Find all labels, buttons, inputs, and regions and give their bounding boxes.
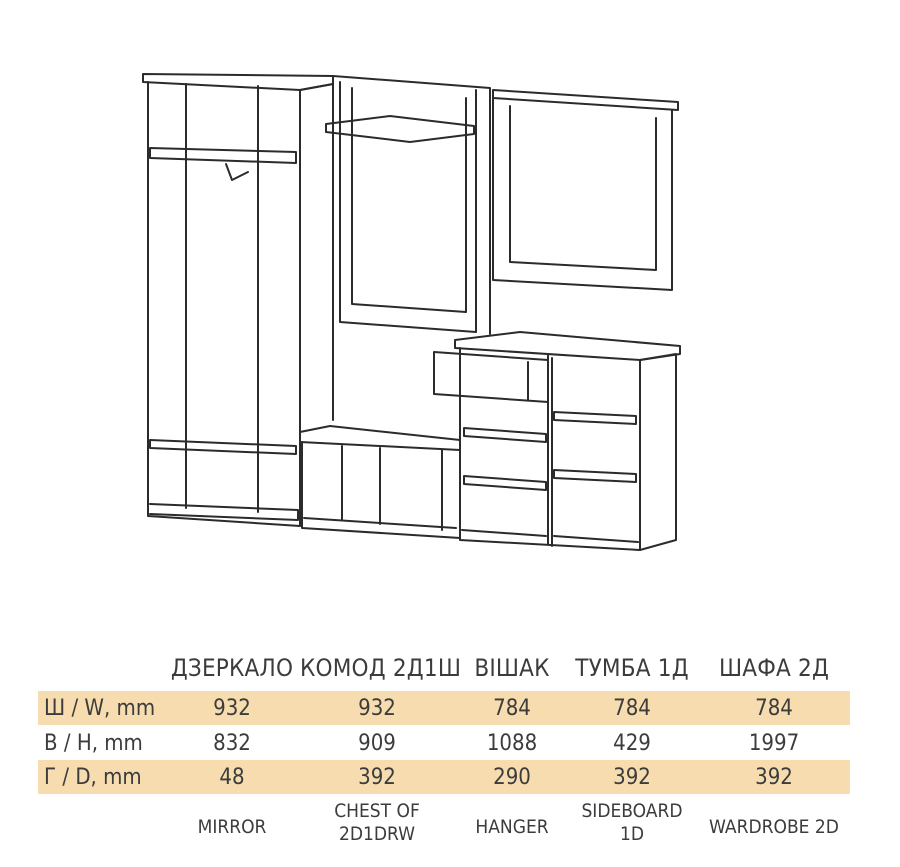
value-chest-width: 932 [358,696,396,721]
value-chest-height: 909 [358,731,396,756]
footer-hanger-en: HANGER [475,816,549,838]
header-wardrobe-ua: ШАФА 2Д [718,654,830,682]
footer-sideboard-en: SIDEBOARD 1D [581,800,683,845]
value-hanger-width: 784 [493,696,531,721]
header-hanger-ua: ВІШАК [474,654,550,682]
row-label-height: В / H, mm [44,731,143,756]
value-mirror-depth: 48 [219,765,245,790]
header-sideboard-ua: ТУМБА 1Д [575,654,689,682]
footer-chest-en: CHEST OF 2D1DRW [334,800,420,845]
value-wardrobe-height: 1997 [748,731,800,756]
mirror-outline [493,90,678,290]
value-mirror-height: 832 [213,731,251,756]
value-hanger-depth: 290 [493,765,531,790]
value-sideboard-height: 429 [613,731,651,756]
value-sideboard-width: 784 [613,696,651,721]
dimensions-table [0,640,900,867]
value-wardrobe-width: 784 [755,696,793,721]
header-chest-ua: КОМОД 2Д1Ш [300,654,462,682]
hanger-outline [326,76,490,334]
footer-wardrobe-en: WARDROBE 2D [709,816,839,838]
value-hanger-height: 1088 [486,731,538,756]
footer-mirror-en: MIRROR [197,816,267,838]
header-mirror-ua: ДЗЕРКАЛО [170,654,294,682]
value-chest-depth: 392 [358,765,396,790]
bench-outline [300,426,460,538]
row-label-width: Ш / W, mm [44,696,156,721]
wardrobe-outline [143,74,333,526]
sideboard-outline [434,332,680,550]
value-mirror-width: 932 [213,696,251,721]
value-wardrobe-depth: 392 [755,765,793,790]
value-sideboard-depth: 392 [613,765,651,790]
row-label-depth: Г / D, mm [44,765,142,790]
